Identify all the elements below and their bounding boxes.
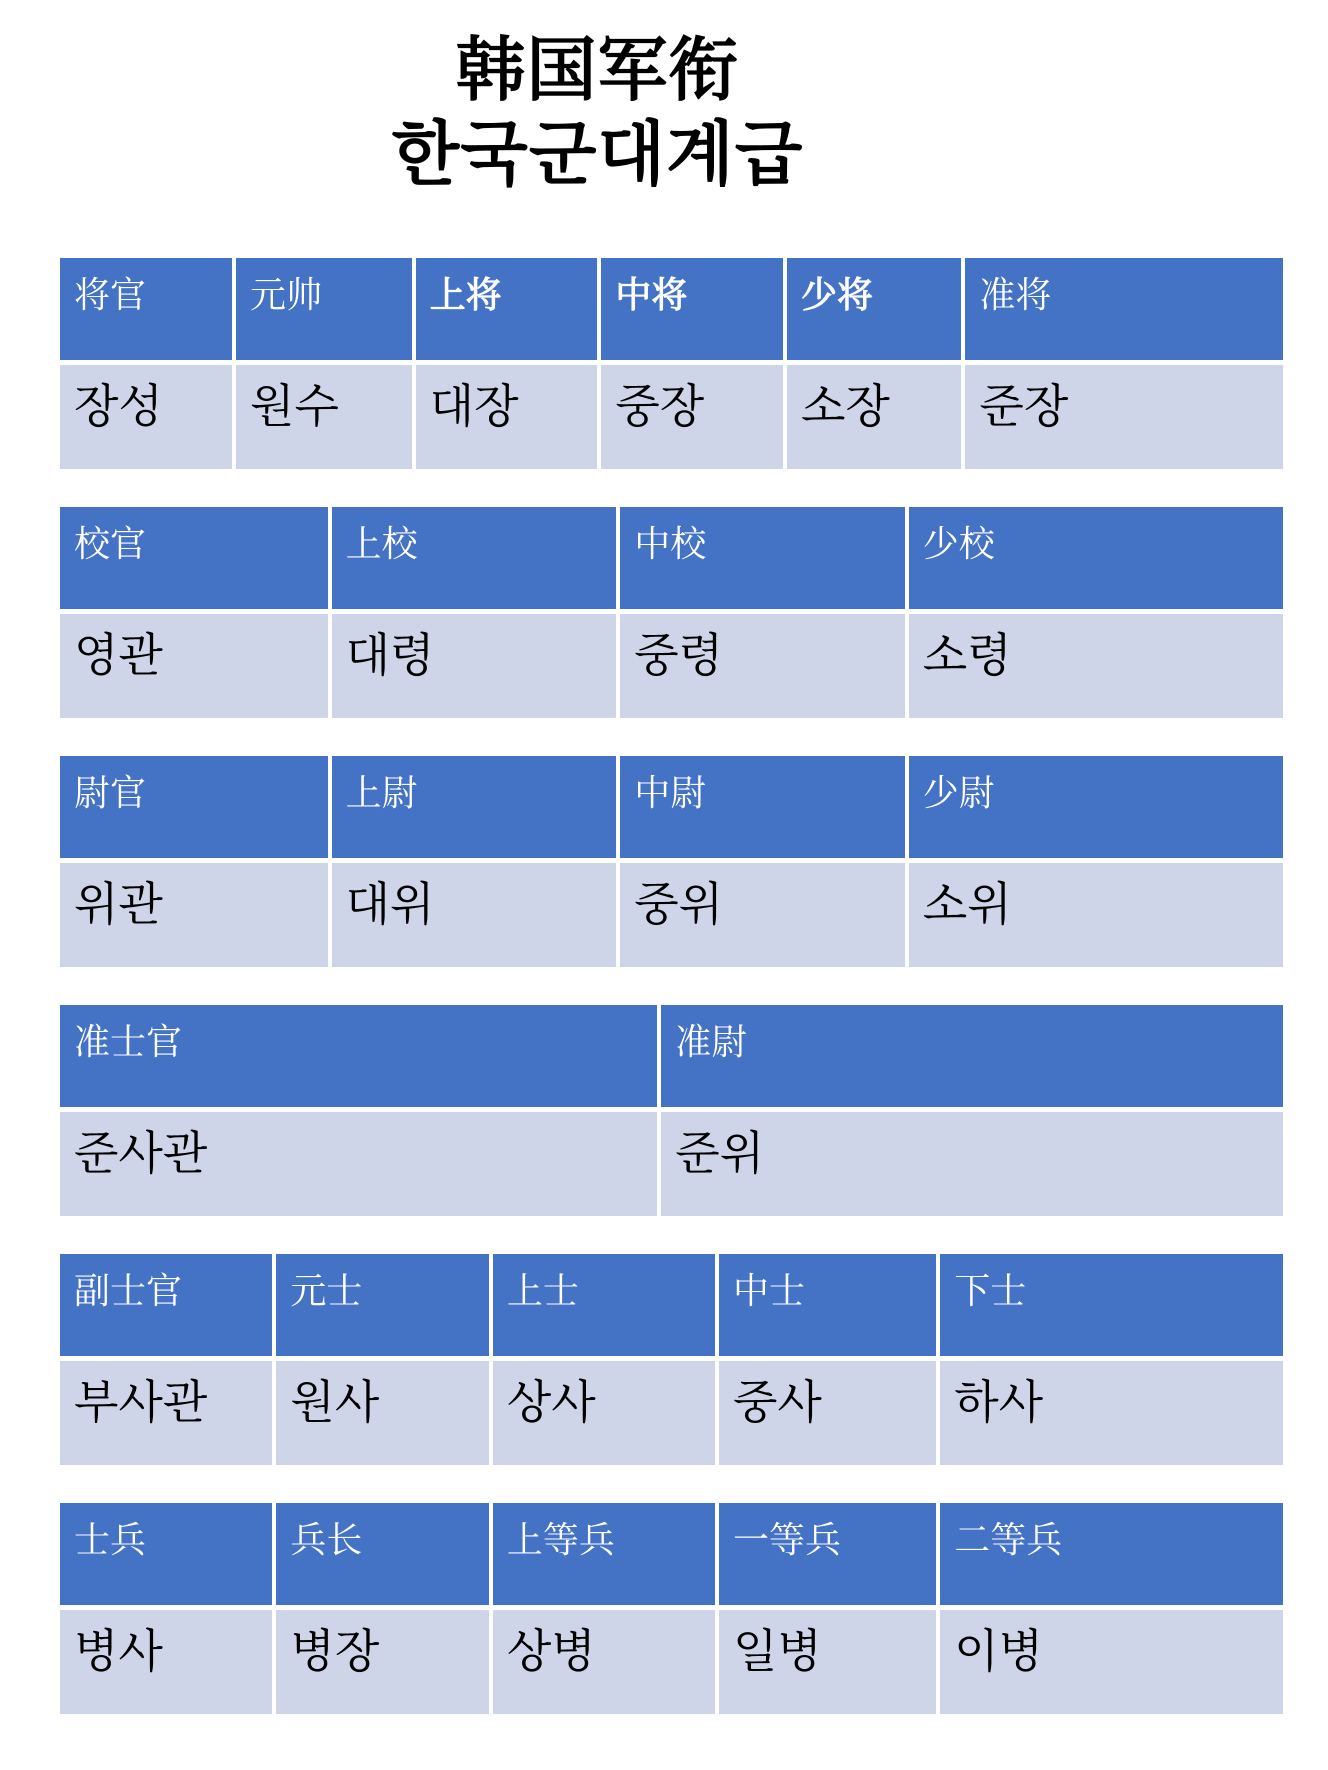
header-cell: 上将 — [416, 258, 598, 360]
header-cell: 尉官 — [60, 756, 328, 858]
header-cell: 准尉 — [661, 1005, 1283, 1107]
value-cell: 영관 — [60, 614, 328, 718]
value-cell: 준사관 — [60, 1112, 657, 1216]
rank-table-warrant-officers — [60, 1005, 1283, 1216]
header-cell: 兵长 — [276, 1503, 488, 1605]
header-cell: 上等兵 — [493, 1503, 715, 1605]
value-cell: 소령 — [909, 614, 1283, 718]
rank-table-generals — [60, 258, 1283, 469]
value-cell: 준장 — [965, 365, 1283, 469]
header-cell: 中校 — [620, 507, 905, 609]
header-cell: 中士 — [719, 1254, 936, 1356]
value-cell: 중령 — [620, 614, 905, 718]
rank-table-ncos — [60, 1254, 1283, 1465]
title-korean: 한국군대계급 — [391, 115, 804, 193]
value-cell: 원사 — [276, 1361, 488, 1465]
value-cell: 준위 — [661, 1112, 1283, 1216]
rank-tables-container — [60, 258, 1283, 1714]
value-cell: 일병 — [719, 1610, 936, 1714]
value-cell: 원수 — [236, 365, 412, 469]
value-cell: 소장 — [787, 365, 961, 469]
value-cell: 병사 — [60, 1610, 272, 1714]
value-cell: 대령 — [332, 614, 617, 718]
header-cell: 准士官 — [60, 1005, 657, 1107]
header-cell: 元帅 — [236, 258, 412, 360]
title-chinese: 韩国军衔 — [455, 31, 740, 109]
rank-table-company-officers — [60, 756, 1283, 967]
header-cell: 上校 — [332, 507, 617, 609]
header-cell: 少尉 — [909, 756, 1283, 858]
value-cell: 하사 — [940, 1361, 1283, 1465]
value-cell: 이병 — [940, 1610, 1283, 1714]
header-cell: 二等兵 — [940, 1503, 1283, 1605]
page-title — [60, 28, 1135, 196]
header-cell: 上尉 — [332, 756, 617, 858]
header-cell: 副士官 — [60, 1254, 272, 1356]
value-cell: 부사관 — [60, 1361, 272, 1465]
value-cell: 상사 — [493, 1361, 715, 1465]
value-cell: 상병 — [493, 1610, 715, 1714]
header-cell: 少校 — [909, 507, 1283, 609]
header-cell: 校官 — [60, 507, 328, 609]
rank-table-enlisted — [60, 1503, 1283, 1714]
header-cell: 将官 — [60, 258, 232, 360]
header-cell: 元士 — [276, 1254, 488, 1356]
value-cell: 대장 — [416, 365, 598, 469]
header-cell: 下士 — [940, 1254, 1283, 1356]
value-cell: 중장 — [601, 365, 783, 469]
header-cell: 上士 — [493, 1254, 715, 1356]
value-cell: 장성 — [60, 365, 232, 469]
header-cell: 一等兵 — [719, 1503, 936, 1605]
value-cell: 중사 — [719, 1361, 936, 1465]
header-cell: 准将 — [965, 258, 1283, 360]
header-cell: 少将 — [787, 258, 961, 360]
value-cell: 중위 — [620, 863, 905, 967]
header-cell: 士兵 — [60, 1503, 272, 1605]
value-cell: 병장 — [276, 1610, 488, 1714]
value-cell: 위관 — [60, 863, 328, 967]
header-cell: 中将 — [601, 258, 783, 360]
value-cell: 대위 — [332, 863, 617, 967]
value-cell: 소위 — [909, 863, 1283, 967]
header-cell: 中尉 — [620, 756, 905, 858]
rank-table-field-officers — [60, 507, 1283, 718]
